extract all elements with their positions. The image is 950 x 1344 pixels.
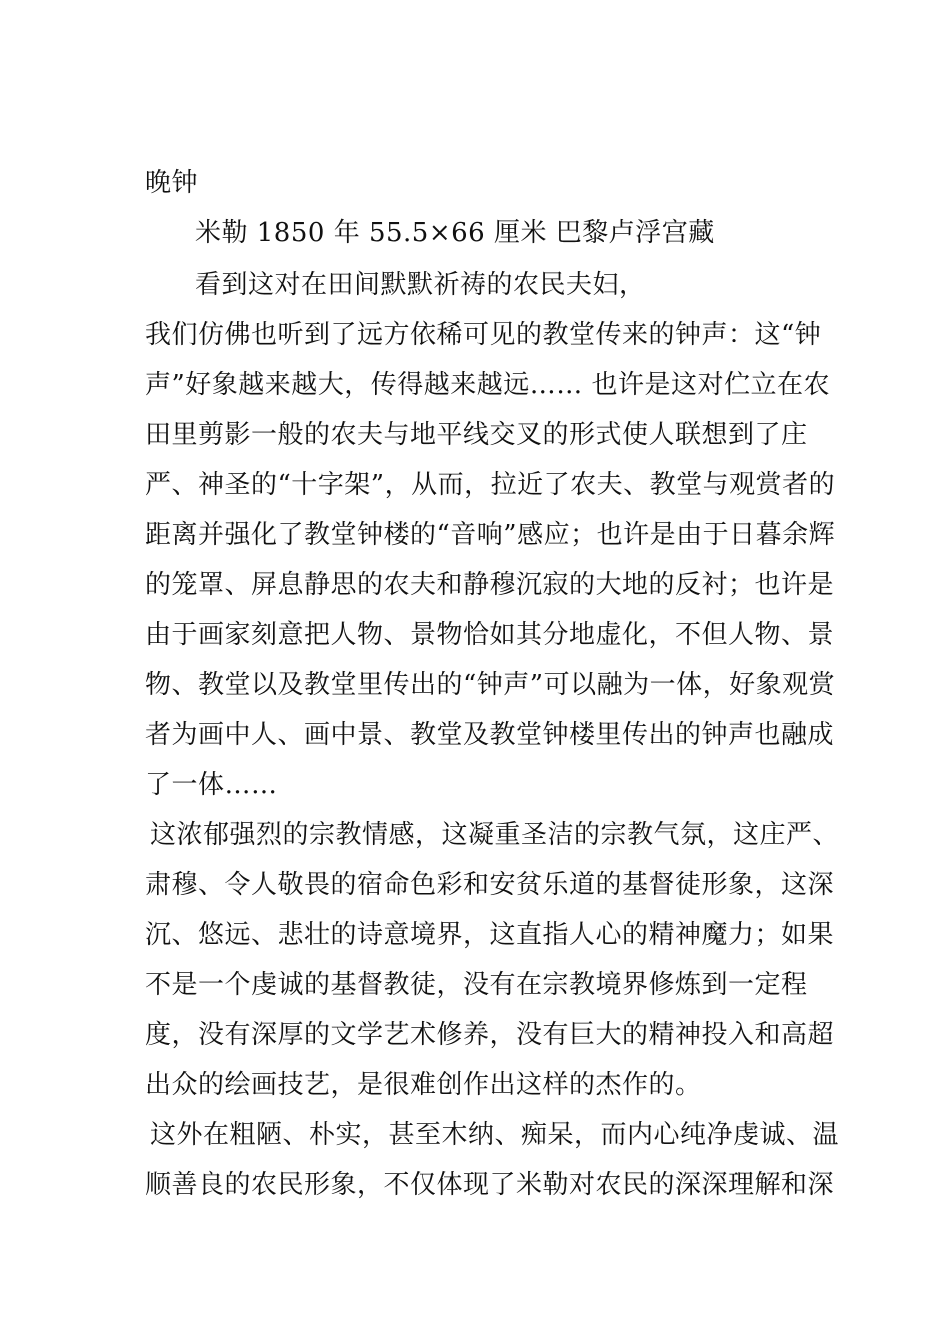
body-line: 田里剪影一般的农夫与地平线交叉的形式使人联想到了庄 <box>145 420 808 450</box>
body-line: 出众的绘画技艺，是很难创作出这样的杰作的。 <box>145 1070 702 1100</box>
body-line: 者为画中人、画中景、教堂及教堂钟楼里传出的钟声也融成 <box>145 720 835 750</box>
body-line: 度，没有深厚的文学艺术修养，没有巨大的精神投入和高超 <box>145 1020 835 1050</box>
artwork-caption: 米勒 1850 年 55.5×66 厘米 巴黎卢浮宫藏 <box>195 218 715 248</box>
body-line: 不是一个虔诚的基督教徒，没有在宗教境界修炼到一定程 <box>145 970 808 1000</box>
body-line: 这外在粗陋、朴实，甚至木纳、痴呆，而内心纯净虔诚、温 <box>150 1120 840 1150</box>
body-line: 顺善良的农民形象，不仅体现了米勒对农民的深深理解和深 <box>145 1170 835 1200</box>
body-line: 严、神圣的“十字架”，从而，拉近了农夫、教堂与观赏者的 <box>145 470 836 500</box>
body-line: 我们仿佛也听到了远方依稀可见的教堂传来的钟声：这“钟 <box>145 320 822 350</box>
body-line: 的笼罩、屏息静思的农夫和静穆沉寂的大地的反衬；也许是 <box>145 570 835 600</box>
body-line: 物、教堂以及教堂里传出的“钟声”可以融为一体，好象观赏 <box>145 670 836 700</box>
document-title: 晚钟 <box>145 168 199 198</box>
body-line: 看到这对在田间默默祈祷的农民夫妇， <box>195 270 646 300</box>
body-line: 这浓郁强烈的宗教情感，这凝重圣洁的宗教气氛，这庄严、 <box>150 820 840 850</box>
body-line: 由于画家刻意把人物、景物恰如其分地虚化，不但人物、景 <box>145 620 835 650</box>
body-line: 沉、悠远、悲壮的诗意境界，这直指人心的精神魔力；如果 <box>145 920 835 950</box>
body-line: 肃穆、令人敬畏的宿命色彩和安贫乐道的基督徒形象，这深 <box>145 870 835 900</box>
body-line: 距离并强化了教堂钟楼的“音响”感应；也许是由于日暮余辉 <box>145 520 836 550</box>
body-line: 了一体…… <box>145 770 278 800</box>
body-line: 声”好象越来越大，传得越来越远…… 也许是这对伫立在农 <box>145 370 831 400</box>
